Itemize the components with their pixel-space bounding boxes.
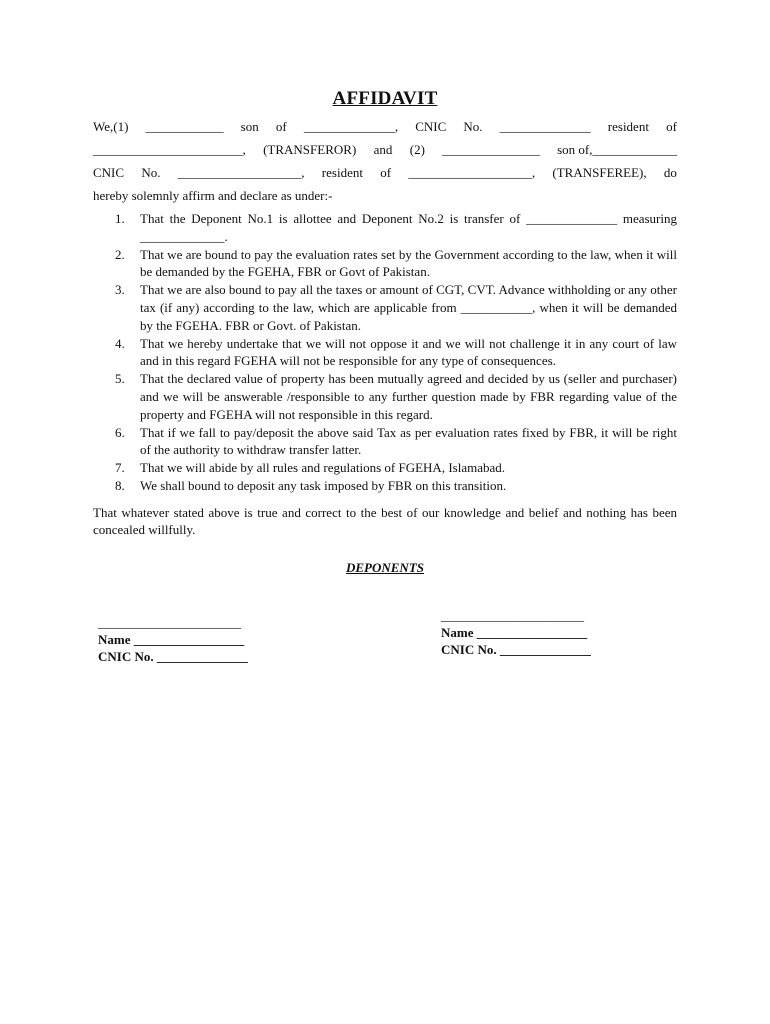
list-item: 5. That the declared value of property has been mutually agreed and decided by us (seller and purchaser) and we will be answerable /responsible to any further question made by FBR regarding value of the property and FGEHA will not responsible in this regard.: [115, 371, 677, 422]
name-field: Name _________________: [441, 625, 588, 640]
list-item: 4. That we hereby undertake that we will not oppose it and we will not challenge it in any court of law and in this regard FGEHA will not be responsible for any type of consequences.: [115, 335, 677, 369]
signature-block-right: [441, 607, 591, 658]
deponent-1-name-blank: ____________: [145, 119, 224, 134]
cnic-field: CNIC No. ______________: [441, 642, 591, 657]
deponent-2-cnic-blank: ___________________,: [177, 165, 305, 180]
intro-line-3: CNIC No. ___________________, resident of ___________________, (TRANSFEREE), do: [93, 161, 677, 184]
declaration-list: [115, 210, 677, 495]
list-item: 3. That we are also bound to pay all the taxes or amount of CGT, CVT. Advance withholding or any other tax (if any) according to the law, which are applicable from ___________, when it will be demanded by the FGEHA. FBR or Govt. of Pakistan.: [115, 282, 677, 333]
intro-line-4: hereby solemnly affirm and declare as under:-: [93, 188, 333, 203]
list-item: 2. That we are bound to pay the evaluation rates set by the Government according to the law, when it will be demanded by the FGEHA, FBR or Govt of Pakistan.: [115, 246, 677, 280]
deponent-2-address-blank: ___________________,: [408, 165, 536, 180]
deponent-1-address-blank: _______________________,: [93, 142, 246, 157]
deponent-1-father-blank: ______________,: [303, 119, 399, 134]
list-item: 1. That the Deponent No.1 is allottee and Deponent No.2 is transfer of ______________ measuring _____________.: [115, 211, 677, 244]
signature-line: ______________________: [441, 608, 584, 623]
deponent-2-name-blank: _______________: [442, 142, 540, 157]
cnic-field: CNIC No. ______________: [98, 649, 248, 664]
name-field: Name _________________: [98, 632, 245, 647]
deponent-2-father-blank: son of,_____________: [557, 142, 677, 157]
signature-line: ______________________: [98, 615, 241, 630]
intro-line-1: We,(1) ____________ son of ______________, CNIC No. ______________ resident of: [93, 115, 677, 138]
signature-block-left: [98, 614, 248, 665]
list-item: 7. That we will abide by all rules and regulations of FGEHA, Islamabad.: [115, 460, 505, 476]
deponents-heading: DEPONENTS: [345, 560, 424, 575]
document-title: AFFIDAVIT: [332, 88, 438, 109]
list-item: 8. We shall bound to deposit any task imposed by FBR on this transition.: [115, 477, 507, 493]
intro-line-2: _______________________, (TRANSFEROR) and (2) _______________ son of,_____________: [93, 138, 677, 161]
closing-statement: That whatever stated above is true and correct to the best of our knowledge and belief and nothing has been concealed willfully.: [93, 505, 677, 537]
deponent-1-cnic-blank: ______________: [499, 119, 591, 134]
list-item: 6. That if we fall to pay/deposit the above said Tax as per evaluation rates fixed by FBR, it will be right of the authority to withdraw transfer latter.: [115, 424, 677, 458]
